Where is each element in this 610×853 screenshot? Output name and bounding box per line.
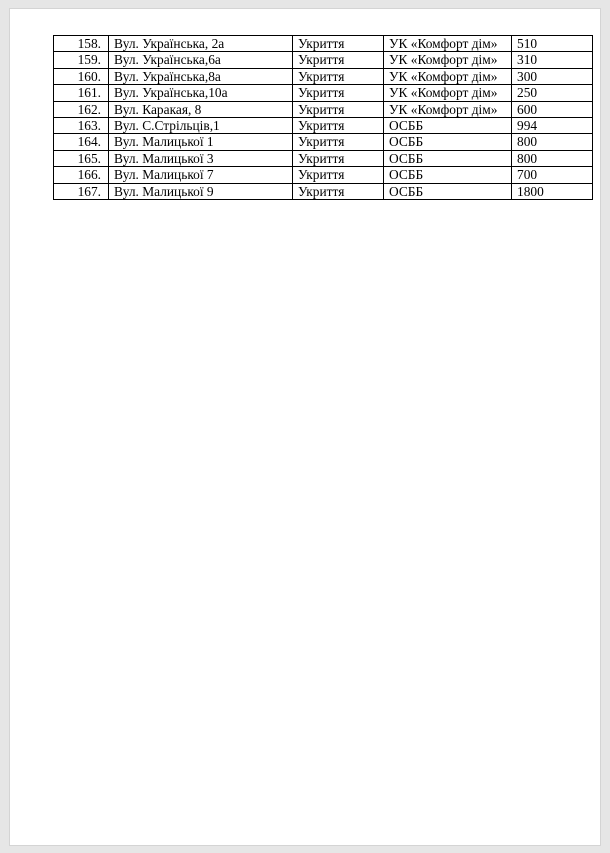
type-cell: Укриття [293,101,384,117]
address-cell: Вул. Каракая, 8 [109,101,293,117]
value-cell: 310 [512,52,593,68]
row-number-cell: 160. [54,68,109,84]
type-cell: Укриття [293,36,384,52]
value-cell: 994 [512,117,593,133]
owner-cell: УК «Комфорт дім» [384,101,512,117]
address-cell: Вул. Українська, 2а [109,36,293,52]
owner-cell: УК «Комфорт дім» [384,68,512,84]
address-cell: Вул. Малицької 1 [109,134,293,150]
type-cell: Укриття [293,167,384,183]
shelter-table [53,35,593,200]
row-number-cell: 162. [54,101,109,117]
row-number-cell: 164. [54,134,109,150]
row-number-cell: 158. [54,36,109,52]
address-cell: Вул. Українська,8а [109,68,293,84]
owner-cell: ОСББ [384,167,512,183]
value-cell: 800 [512,134,593,150]
value-cell: 600 [512,101,593,117]
type-cell: Укриття [293,68,384,84]
type-cell: Укриття [293,150,384,166]
value-cell: 800 [512,150,593,166]
owner-cell: ОСББ [384,134,512,150]
owner-cell: УК «Комфорт дім» [384,85,512,101]
address-cell: Вул. Малицької 7 [109,167,293,183]
address-cell: Вул. Малицької 9 [109,183,293,199]
table-body [54,36,593,200]
row-number-cell: 166. [54,167,109,183]
type-cell: Укриття [293,52,384,68]
table-row [54,52,593,68]
table-row [54,134,593,150]
owner-cell: УК «Комфорт дім» [384,36,512,52]
address-cell: Вул. С.Стрільців,1 [109,117,293,133]
value-cell: 300 [512,68,593,84]
address-cell: Вул. Малицької 3 [109,150,293,166]
table-row [54,117,593,133]
table-row [54,101,593,117]
row-number-cell: 161. [54,85,109,101]
row-number-cell: 163. [54,117,109,133]
row-number-cell: 159. [54,52,109,68]
value-cell: 700 [512,167,593,183]
owner-cell: ОСББ [384,117,512,133]
owner-cell: УК «Комфорт дім» [384,52,512,68]
table-row [54,183,593,199]
table-row [54,68,593,84]
row-number-cell: 165. [54,150,109,166]
type-cell: Укриття [293,117,384,133]
document-page [9,8,601,846]
type-cell: Укриття [293,183,384,199]
table-row [54,85,593,101]
value-cell: 1800 [512,183,593,199]
owner-cell: ОСББ [384,150,512,166]
table-row [54,167,593,183]
table-row [54,150,593,166]
address-cell: Вул. Українська,10а [109,85,293,101]
table-row [54,36,593,52]
type-cell: Укриття [293,85,384,101]
type-cell: Укриття [293,134,384,150]
address-cell: Вул. Українська,6а [109,52,293,68]
row-number-cell: 167. [54,183,109,199]
value-cell: 510 [512,36,593,52]
value-cell: 250 [512,85,593,101]
owner-cell: ОСББ [384,183,512,199]
